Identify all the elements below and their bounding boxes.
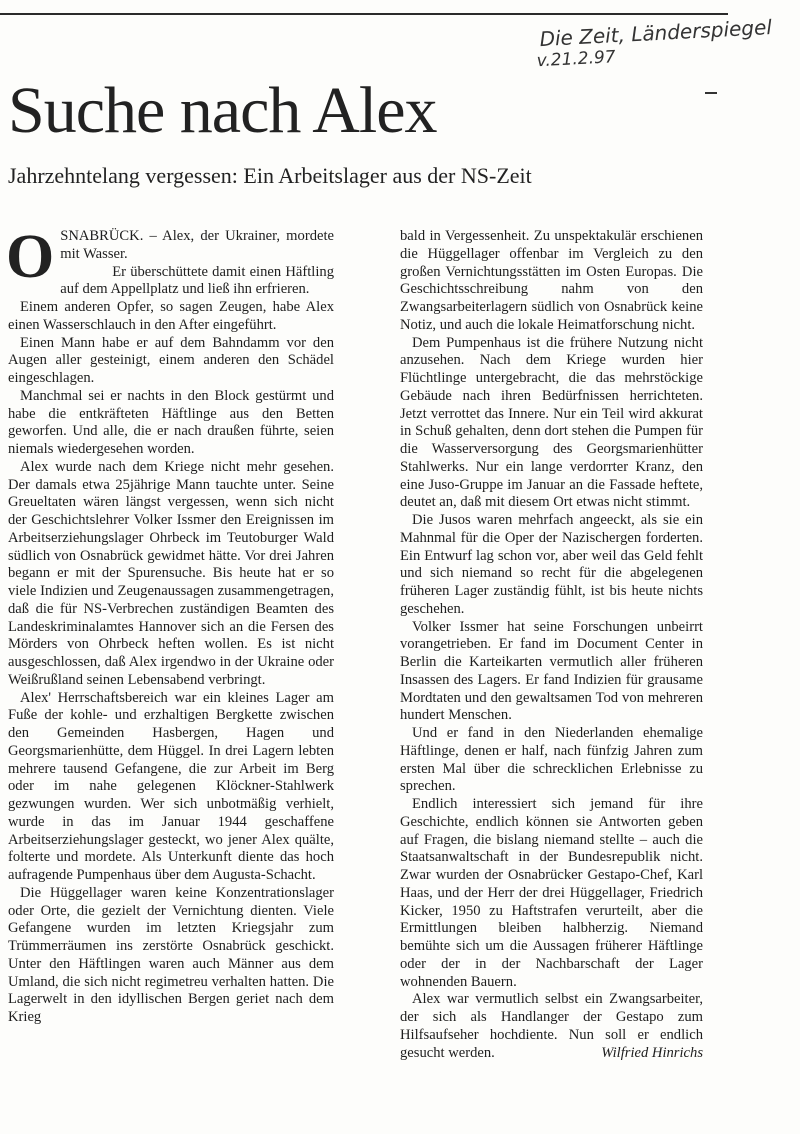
handwritten-date: v.21.2.97 (536, 47, 617, 72)
paragraph: Manchmal sei er nachts in den Block gestürmt und habe die entkräfteten Häftlinge aus den Betten geworfen. Und alle, die er nach draußen führte, seien niemals wiedergesehen worden. (8, 387, 334, 457)
paragraph: Alex war vermutlich selbst ein Zwangsarbeiter, der sich als Handlanger der Gestapo zum Hilfsaufseher hochdiente. Nun soll er endlich gesucht werden. (400, 991, 703, 1061)
paragraph: Einen Mann habe er auf dem Bahndamm vor den Augen aller gesteinigt, einem anderen den Schädel eingeschlagen. (8, 334, 334, 386)
byline: Wilfried Hinrichs (601, 1044, 703, 1061)
handwritten-note (536, 14, 774, 72)
article-column-left (6, 223, 334, 1027)
lead-text: SNABRÜCK. – Alex, der Ukrainer, mordete mit Wasser. (60, 228, 334, 262)
paragraph: Und er fand in den Niederlanden ehemalige Häftlinge, denen er half, nach fünfzig Jahren zum ersten Mal über die schrecklichen Erlebnisse zu sprechen. (400, 725, 703, 795)
margin-mark (705, 92, 717, 94)
article-column-right (400, 228, 703, 1062)
paragraph: Die Jusos waren mehrfach angeeckt, als sie ein Mahnmal für die Oper der Nazischergen forderten. Ein Entwurf lag schon vor, aber weil das Geld fehlt und sich niemand so recht für die abgelegenen früheren Lager zuständig fühlt, ist bis heute nichts geschehen. (400, 512, 703, 617)
paragraph: Endlich interessiert sich jemand für ihre Geschichte, endlich können sie Antworten geben auf Fragen, die bislang niemand stellte – auch die Staatsanwaltschaft in der Bundesrepublik nicht. Zwar wurden der Osnabrücker Gestapo-Chef, Karl Haas, und der Herr der drei Hüggellager, Friedrich Kicker, 1950 zu Haftstrafen verurteilt, aber die Ermittlungen bleiben halbherzig. Niemand bemühte sich um die Aussagen früherer Häftlinge oder der in der Nachbarschaft der Lager wohnenden Bauern. (400, 796, 703, 990)
handwritten-source: Die Zeit, Länderspiegel (538, 14, 773, 52)
paragraph: Volker Issmer hat seine Forschungen unbeirrt vorangetrieben. Er fand im Document Center in Berlin die Karteikarten vermutlich aller früheren Insassen des Lagers. Er fand Indizien für grausame Mordtaten und den gewaltsamen Tod von mehreren hundert Menschen. (400, 618, 703, 724)
paragraph: Einem anderen Opfer, so sagen Zeugen, habe Alex einen Wasserschlauch in den After eingeführt. (8, 299, 334, 333)
paragraph: Er überschüttete damit einen Häftling auf dem Appellplatz und ließ ihn erfrieren. (60, 263, 334, 298)
paragraph: Alex wurde nach dem Kriege nicht mehr gesehen. Der damals etwa 25jährige Mann tauchte unter. Seine Greueltaten wären längst vergessen, wenn sich nicht der Geschichtslehrer Volker Issmer den Ereignissen im Arbeitserziehungslager Ohrbeck im Teutoburger Wald südlich von Osnabrück gewidmet hätte. Vor drei Jahren begann er mit der Spurensuche. Bis heute hat er so viele Indizien und Zeugenaussagen zusammengetragen, daß die für NS-Verbrechen zuständigen Beamten des Landeskriminalamtes Hannover sich an die Fersen des Mörders von Ohrbeck heften wollen. Es ist nicht ausgeschlossen, daß Alex irgendwo in der Ukraine oder Weißrußland seinen Lebensabend verbringt. (8, 458, 334, 688)
drop-cap: O (6, 223, 55, 291)
headline: Suche nach Alex (8, 74, 437, 147)
subheadline: Jahrzehntelang vergessen: Ein Arbeitslager aus der NS-Zeit (8, 163, 532, 188)
paragraph: bald in Vergessenheit. Zu unspektakulär erschienen die Hüggellager offenbar im Vergleich zu den großen Vernichtungsstätten im Osten Europas. Die Geschichtsschreibung nahm von den Zwangsarbeiterlagern südlich von Osnabrück keine Notiz, und auch die lokale Heimatforschung nicht. (400, 228, 703, 333)
paragraph: Die Hüggellager waren keine Konzentrationslager oder Orte, die gezielt der Vernichtung dienten. Viele Gefangene wurden im letzten Kriegsjahr zum Trümmerräumen ins zerstörte Osnabrück geschickt. Unter den Häftlingen waren auch Männer aus dem Umland, die sich nicht regimetreu verhalten hatten. Die Lagerwelt in den idyllischen Bergen geriet nach dem Krieg (8, 884, 334, 1025)
top-rule (0, 13, 728, 15)
paragraph: Alex' Herrschaftsbereich war ein kleines Lager am Fuße der kohle- und erzhaltigen Bergkette zwischen den Gemeinden Hasbergen, Hagen und Georgsmarienhütte, dem Hüggel. In drei Lagern lebten mehrere tausend Gefangene, die zur Arbeit im Berg oder im nahe gelegenen Klöckner-Stahlwerk gezwungen wurden. Wer sich unbotmäßig verhielt, wurde in das im Januar 1944 geschaffene Arbeitserziehungslager gesteckt, wo jener Alex quälte, folterte und mordete. Als Unterkunft diente das hoch aufragende Pumpenhaus über dem Augusta-Schacht. (8, 689, 334, 883)
paragraph: Dem Pumpenhaus ist die frühere Nutzung nicht anzusehen. Nach dem Kriege wurden hier Flüchtlinge untergebracht, die das mehrstöckige Gebäude nach ihren Bedürfnissen herrichteten. Jetzt verrottet das Innere. Nur ein Teil wird akkurat in Schuß gehalten, denn dort stehen die Pumpen für die Wasserversorgung des Georgsmarienhütter Stahlwerks. Nur ein lange verdorrter Kranz, den eine Juso-Gruppe im Januar an die Fassade heftete, deutet an, daß mit diesem Ort etwas nicht stimmt. (400, 334, 703, 511)
